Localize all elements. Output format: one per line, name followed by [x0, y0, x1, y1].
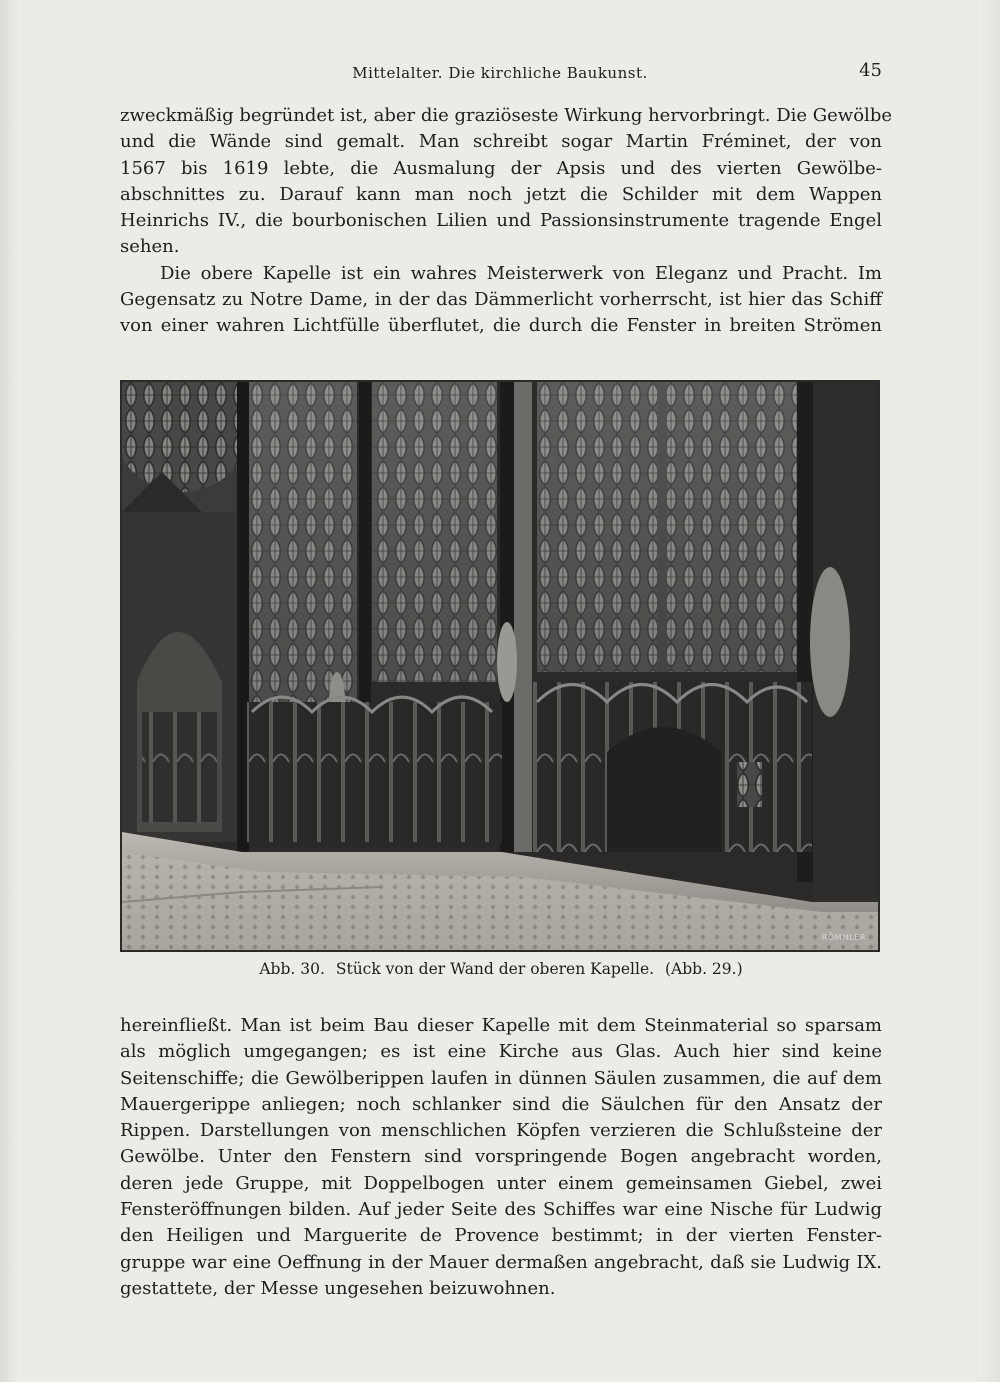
- caption-reference: (Abb. 29.): [664, 960, 743, 978]
- paragraph-block-top: [120, 103, 892, 340]
- text-line: Gegensatz zu Notre Dame, in der das Dämmerlicht vorherrscht, ist hier das Schiff: [120, 289, 882, 311]
- text-line: den Heiligen und Marguerite de Provence bestimmt; in der vierten Fenster-: [120, 1225, 882, 1247]
- left-wall-panel: [122, 512, 237, 842]
- page-number: 45: [859, 60, 882, 81]
- figure-caption: [120, 960, 882, 978]
- text-line: von einer wahren Lichtfülle überflutet, die durch die Fenster in breiten Strömen: [120, 315, 882, 337]
- text-line: Die obere Kapelle ist ein wahres Meisterwerk von Eleganz und Pracht. Im: [160, 262, 882, 284]
- text-line: gruppe war eine Oeffnung in der Mauer dermaßen angebracht, daß sie Ludwig IX.: [120, 1251, 882, 1273]
- text-line: und die Wände sind gemalt. Man schreibt sogar Martin Fréminet, der von: [120, 131, 882, 153]
- text-line: Mauergerippe anliegen; noch schlanker sind die Säulchen für den Ansatz der: [120, 1093, 882, 1115]
- figure-photograph: [120, 380, 880, 952]
- caption-text: Stück von der Wand der oberen Kapelle.: [335, 960, 655, 978]
- text-line: Heinrichs IV., die bourbonischen Lilien und Passionsinstrumente tragende Engel: [120, 210, 882, 232]
- text-line: Gewölbe. Unter den Fenstern sind vorspringende Bogen angebracht worden,: [120, 1146, 882, 1168]
- text-line: zweckmäßig begründet ist, aber die graziöseste Wirkung hervorbringt. Die Gewölbe: [120, 105, 892, 126]
- text-line: deren jede Gruppe, mit Doppelbogen unter einem gemeinsamen Giebel, zwei: [120, 1172, 882, 1194]
- caption-label: Abb. 30.: [259, 960, 325, 978]
- running-header: [0, 60, 1000, 90]
- text-line: hereinfließt. Man ist beim Bau dieser Kapelle mit dem Steinmaterial so sparsam: [120, 1015, 882, 1036]
- text-line: Fensteröffnungen bilden. Auf jeder Seite des Schiffes war eine Nische für Ludwig: [120, 1199, 882, 1221]
- text-line: 1567 bis 1619 lebte, die Ausmalung der Apsis und des vierten Gewölbe-: [120, 157, 882, 179]
- paragraph-block-bottom: [120, 1013, 882, 1302]
- rose-window: [122, 382, 252, 512]
- text-line: als möglich umgegangen; es ist eine Kirche aus Glas. Auch hier sind keine: [120, 1041, 882, 1063]
- text-line: gestattete, der Messe ungesehen beizuwohnen.: [120, 1277, 556, 1299]
- text-line: sehen.: [120, 236, 180, 258]
- text-line: Rippen. Darstellungen von menschlichen Köpfen verzieren die Schlußsteine der: [120, 1120, 882, 1142]
- header-title: Mittelalter. Die kirchliche Baukunst.: [352, 64, 648, 82]
- text-line: Seitenschiffe; die Gewölberippen laufen in dünnen Säulen zusammen, die auf dem: [120, 1067, 882, 1089]
- chapel-interior-illustration: [122, 382, 878, 950]
- text-line: abschnittes zu. Darauf kann man noch jetzt die Schilder mit dem Wappen: [120, 183, 882, 205]
- photo-credit: RÖMMLER: [821, 933, 866, 942]
